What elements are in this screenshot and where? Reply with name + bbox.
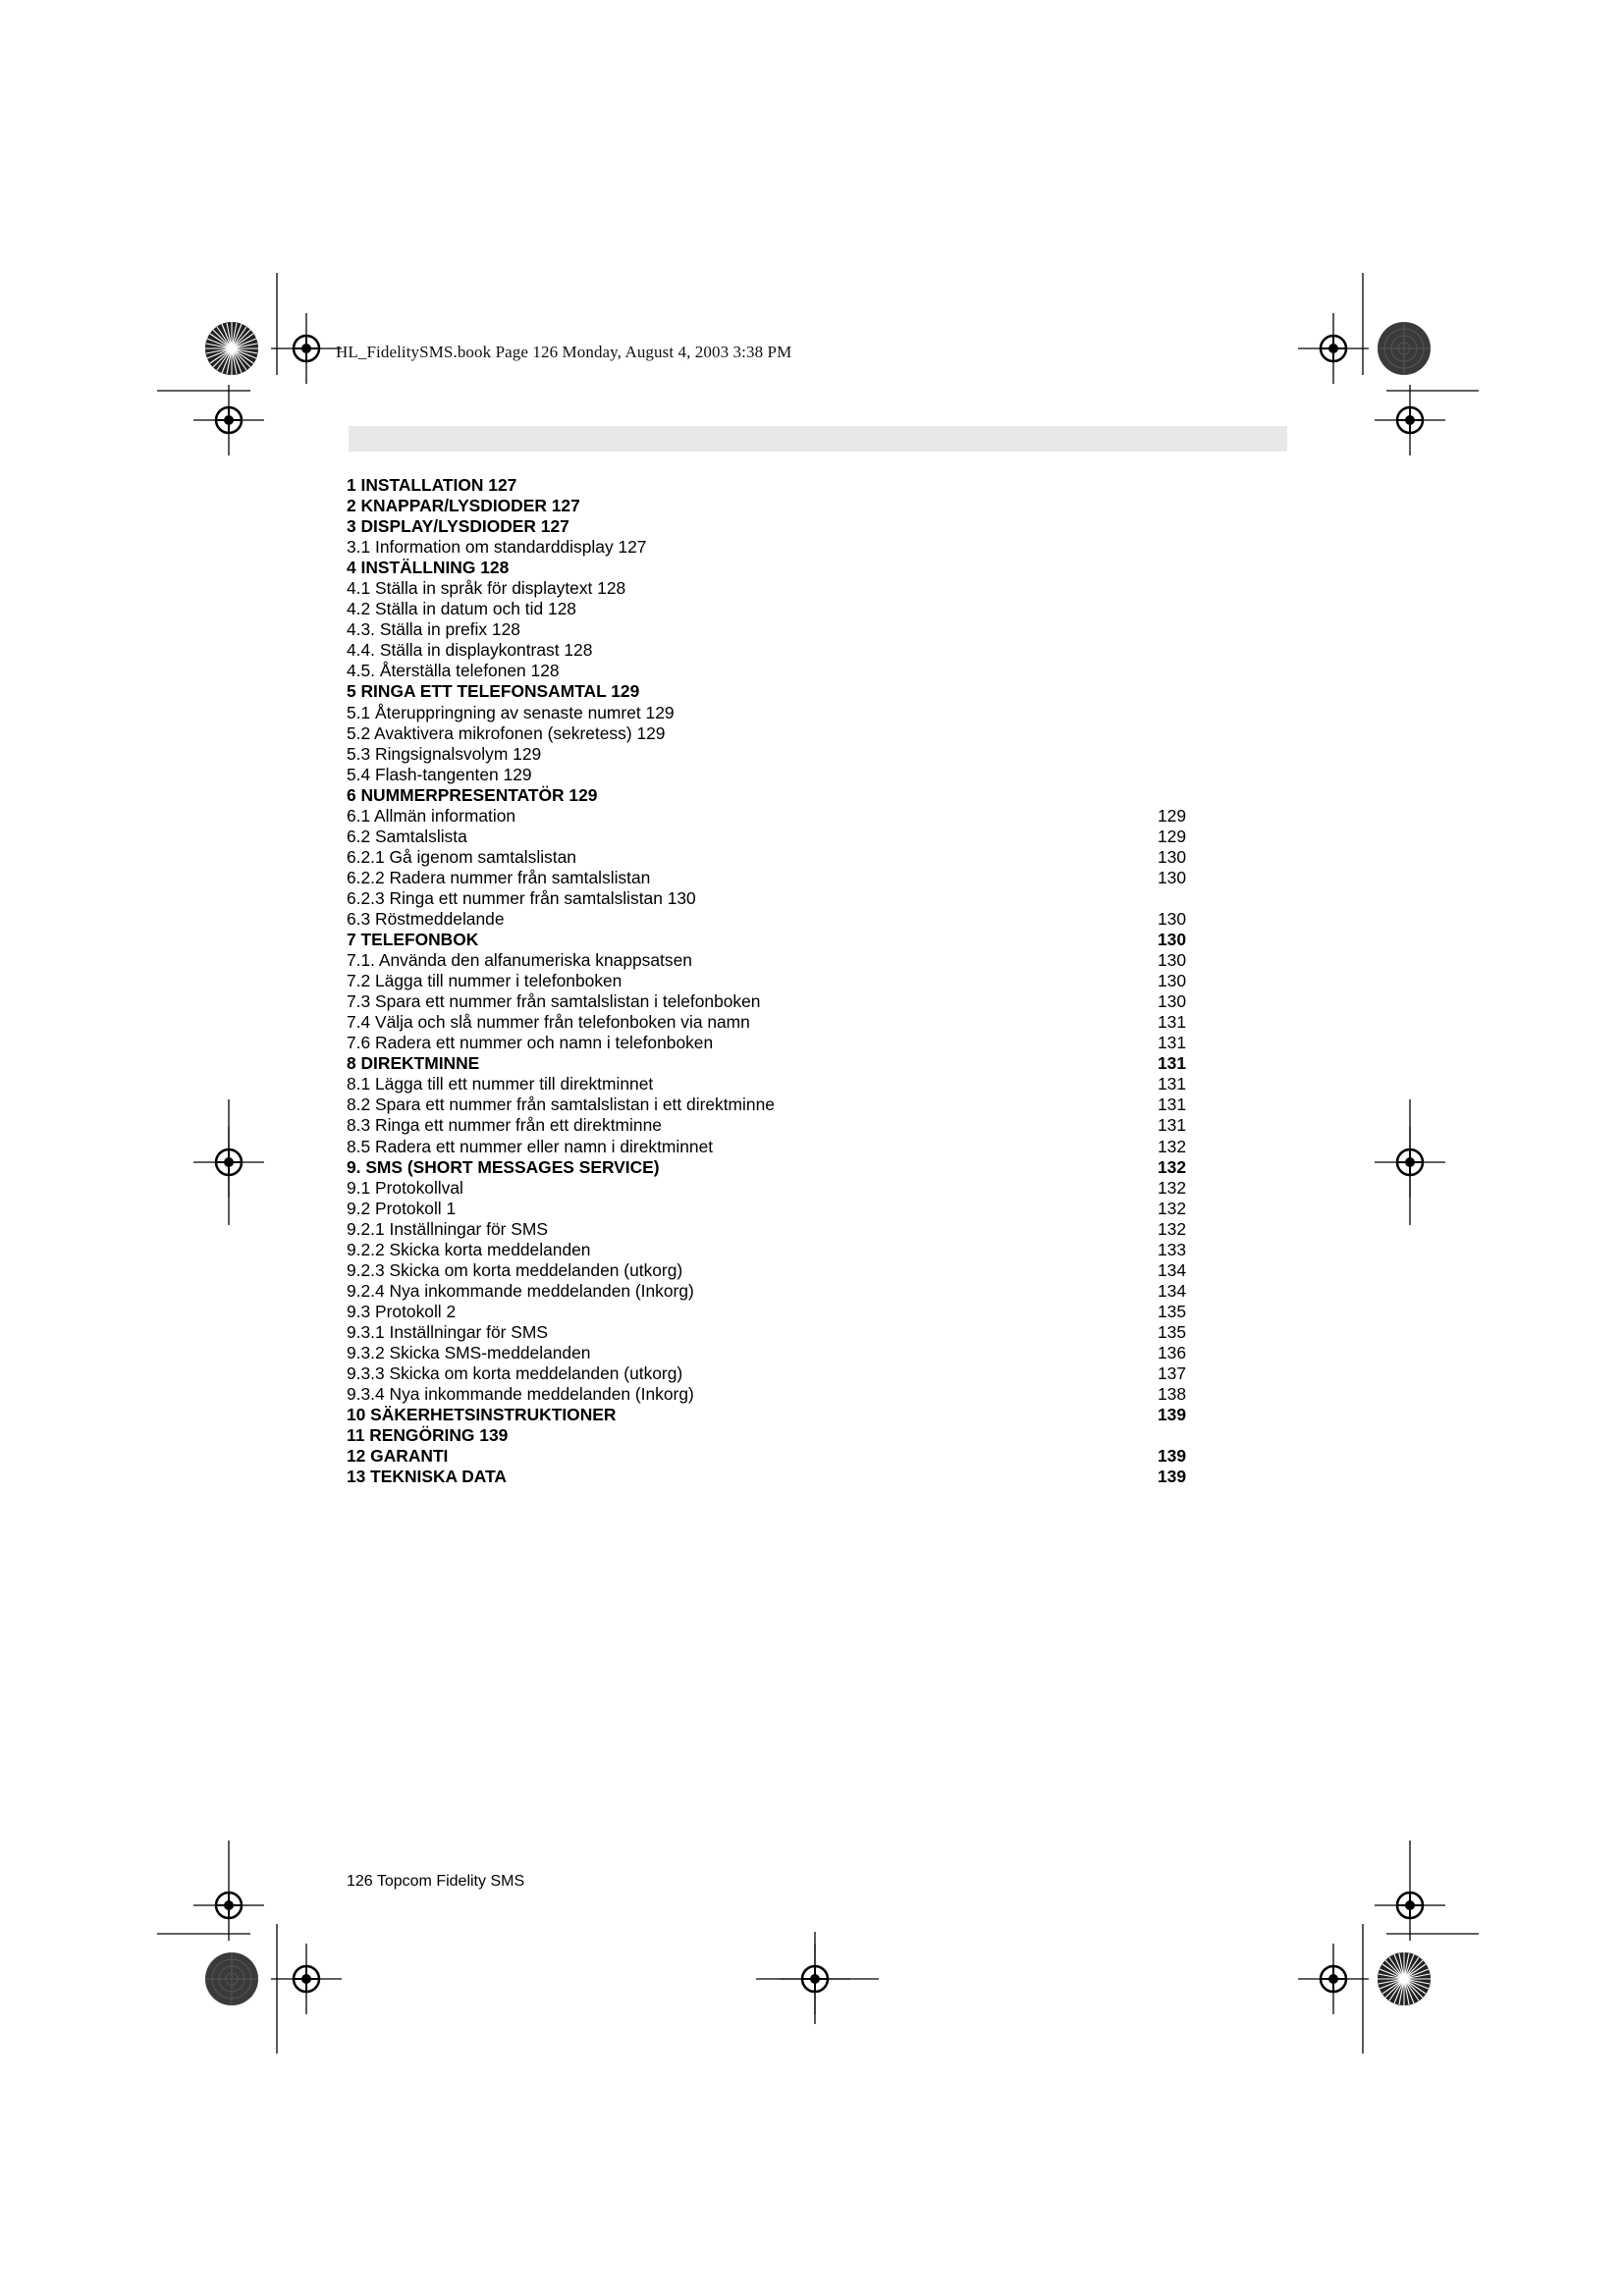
toc-entry [347, 1033, 1186, 1053]
toc-entry-page: 131 [1157, 1095, 1186, 1115]
toc-entry [347, 1074, 1186, 1095]
toc-entry-page: 131 [1157, 1033, 1186, 1053]
toc-entry-title: 4.5. Återställa telefonen 128 [347, 661, 560, 681]
toc-entry-page: 134 [1157, 1280, 1186, 1301]
toc-entry [347, 930, 1186, 950]
toc-entry-page: 138 [1157, 1384, 1186, 1405]
toc-entry-title: 9.2.1 Inställningar för SMS [347, 1218, 548, 1239]
toc-entry-title: 4.3. Ställa in prefix 128 [347, 619, 520, 640]
toc-entry-title: 9.2 Protokoll 1 [347, 1198, 457, 1218]
toc-entry [347, 1467, 1186, 1487]
toc-entry [347, 723, 1186, 744]
toc-entry-page: 130 [1157, 991, 1186, 1012]
toc-entry [347, 558, 1186, 578]
toc-entry [347, 475, 1186, 496]
toc-entry [347, 1115, 1186, 1136]
toc-entry-title: 3.1 Information om standarddisplay 127 [347, 537, 647, 558]
toc-entry-title: 1 INSTALLATION 127 [347, 475, 517, 495]
toc-entry-title: 8 DIREKTMINNE [347, 1053, 480, 1074]
toc-entry-title: 6.3 Röstmeddelande [347, 908, 505, 929]
toc-entry [347, 1199, 1186, 1219]
toc-entry [347, 578, 1186, 599]
toc-entry [347, 640, 1186, 661]
toc-entry-title: 9.3.3 Skicka om korta meddelanden (utkorg) [347, 1363, 683, 1384]
toc-entry-page: 132 [1157, 1136, 1186, 1156]
toc-entry-page: 130 [1157, 950, 1186, 971]
toc-entry [347, 950, 1186, 971]
toc-entry [347, 1260, 1186, 1281]
table-of-contents [347, 475, 1186, 1487]
toc-entry [347, 1053, 1186, 1074]
header-bar [349, 426, 1287, 452]
toc-entry [347, 765, 1186, 785]
toc-entry [347, 661, 1186, 681]
toc-entry-title: 9. SMS (SHORT MESSAGES SERVICE) [347, 1156, 660, 1177]
toc-entry-title: 10 SÄKERHETSINSTRUKTIONER [347, 1405, 617, 1425]
toc-entry-title: 9.3.1 Inställningar för SMS [347, 1321, 548, 1342]
print-slug: HL_FidelitySMS.book Page 126 Monday, August 4, 2003 3:38 PM [336, 343, 792, 361]
toc-entry-page: 134 [1157, 1259, 1186, 1280]
toc-entry [347, 496, 1186, 516]
toc-entry-title: 9.2.4 Nya inkommande meddelanden (Inkorg) [347, 1280, 694, 1301]
toc-entry-page: 131 [1157, 1115, 1186, 1136]
toc-entry-page: 131 [1157, 1012, 1186, 1033]
toc-entry [347, 681, 1186, 702]
toc-entry-title: 7.1. Använda den alfanumeriska knappsatsen [347, 950, 692, 971]
toc-entry-page: 139 [1157, 1405, 1186, 1425]
toc-entry [347, 868, 1186, 888]
toc-entry-title: 5.3 Ringsignalsvolym 129 [347, 743, 542, 764]
toc-entry [347, 1384, 1186, 1405]
toc-entry-title: 6.1 Allmän information [347, 805, 516, 826]
toc-entry [347, 1157, 1186, 1178]
toc-entry-title: 7.6 Radera ett nummer och namn i telefonboken [347, 1033, 714, 1053]
toc-entry [347, 847, 1186, 868]
toc-entry-title: 7 TELEFONBOK [347, 930, 479, 950]
toc-entry-page: 130 [1157, 971, 1186, 991]
toc-entry-title: 9.3.2 Skicka SMS-meddelanden [347, 1342, 591, 1362]
toc-entry-title: 5.2 Avaktivera mikrofonen (sekretess) 129 [347, 722, 666, 743]
toc-entry-title: 7.3 Spara ett nummer från samtalslistan i telefonboken [347, 991, 761, 1012]
toc-entry [347, 1095, 1186, 1115]
toc-entry [347, 888, 1186, 909]
toc-entry [347, 1219, 1186, 1240]
page-footer: 126 Topcom Fidelity SMS [347, 1873, 525, 1890]
toc-entry-title: 2 KNAPPAR/LYSDIODER 127 [347, 496, 580, 516]
toc-entry [347, 619, 1186, 640]
toc-entry-page: 129 [1157, 826, 1186, 846]
toc-entry-title: 5 RINGA ETT TELEFONSAMTAL 129 [347, 681, 640, 702]
toc-entry [347, 1178, 1186, 1199]
toc-entry-title: 4.2 Ställa in datum och tid 128 [347, 599, 576, 619]
toc-entry-page: 132 [1157, 1156, 1186, 1177]
toc-entry-title: 13 TEKNISKA DATA [347, 1467, 507, 1487]
toc-entry-title: 9.1 Protokollval [347, 1177, 463, 1198]
toc-entry [347, 1363, 1186, 1384]
toc-entry-title: 11 RENGÖRING 139 [347, 1425, 509, 1446]
toc-entry-title: 8.1 Lägga till ett nummer till direktminnet [347, 1074, 654, 1095]
toc-entry-page: 130 [1157, 846, 1186, 867]
toc-entry-page: 139 [1157, 1446, 1186, 1467]
toc-entry-title: 4 INSTÄLLNING 128 [347, 558, 510, 578]
toc-entry-page: 132 [1157, 1218, 1186, 1239]
toc-entry [347, 1425, 1186, 1446]
toc-entry-page: 132 [1157, 1177, 1186, 1198]
toc-entry-title: 8.2 Spara ett nummer från samtalslistan i ett direktminne [347, 1095, 775, 1115]
toc-entry-page: 130 [1157, 867, 1186, 887]
toc-entry-title: 4.1 Ställa in språk för displaytext 128 [347, 578, 626, 599]
toc-entry-title: 12 GARANTI [347, 1446, 449, 1467]
toc-entry [347, 1302, 1186, 1322]
toc-entry-title: 6.2.2 Radera nummer från samtalslistan [347, 867, 651, 887]
toc-entry [347, 827, 1186, 847]
toc-entry [347, 703, 1186, 723]
toc-entry-page: 130 [1157, 908, 1186, 929]
toc-entry-page: 131 [1157, 1074, 1186, 1095]
toc-entry [347, 1405, 1186, 1425]
toc-entry [347, 1240, 1186, 1260]
toc-entry [347, 1322, 1186, 1343]
toc-entry-page: 139 [1157, 1467, 1186, 1487]
toc-entry-page: 130 [1157, 930, 1186, 950]
toc-entry-page: 129 [1157, 805, 1186, 826]
toc-entry-title: 9.2.2 Skicka korta meddelanden [347, 1239, 591, 1259]
toc-entry [347, 806, 1186, 827]
toc-entry [347, 516, 1186, 537]
toc-entry-page: 132 [1157, 1198, 1186, 1218]
toc-entry [347, 599, 1186, 619]
toc-entry-page: 135 [1157, 1321, 1186, 1342]
toc-entry-page: 131 [1157, 1053, 1186, 1074]
toc-entry [347, 1012, 1186, 1033]
toc-entry-title: 5.1 Återuppringning av senaste numret 129 [347, 702, 675, 722]
toc-entry-page: 133 [1157, 1239, 1186, 1259]
toc-entry-title: 7.2 Lägga till nummer i telefonboken [347, 971, 623, 991]
toc-entry [347, 1137, 1186, 1157]
toc-entry [347, 1446, 1186, 1467]
toc-entry-title: 6.2.3 Ringa ett nummer från samtalslistan 130 [347, 887, 696, 908]
toc-entry-page: 136 [1157, 1342, 1186, 1362]
toc-entry-title: 9.2.3 Skicka om korta meddelanden (utkorg) [347, 1259, 683, 1280]
toc-entry-title: 6 NUMMERPRESENTATÖR 129 [347, 784, 598, 805]
toc-entry-title: 6.2 Samtalslista [347, 826, 467, 846]
toc-entry-title: 3 DISPLAY/LYSDIODER 127 [347, 516, 569, 537]
toc-entry-title: 7.4 Välja och slå nummer från telefonboken via namn [347, 1012, 750, 1033]
toc-entry [347, 744, 1186, 765]
toc-entry-title: 8.5 Radera ett nummer eller namn i direktminnet [347, 1136, 714, 1156]
toc-entry-page: 137 [1157, 1363, 1186, 1384]
toc-entry [347, 1343, 1186, 1363]
toc-entry [347, 971, 1186, 991]
toc-entry-title: 6.2.1 Gå igenom samtalslistan [347, 846, 576, 867]
toc-entry-title: 5.4 Flash-tangenten 129 [347, 764, 532, 784]
toc-entry-title: 9.3 Protokoll 2 [347, 1301, 457, 1321]
toc-entry [347, 1281, 1186, 1302]
toc-entry-title: 8.3 Ringa ett nummer från ett direktminne [347, 1115, 662, 1136]
toc-entry [347, 785, 1186, 806]
toc-entry-title: 4.4. Ställa in displaykontrast 128 [347, 640, 593, 661]
toc-entry [347, 537, 1186, 558]
toc-entry-page: 135 [1157, 1301, 1186, 1321]
toc-entry [347, 991, 1186, 1012]
toc-entry-title: 9.3.4 Nya inkommande meddelanden (Inkorg) [347, 1384, 694, 1405]
toc-entry [347, 909, 1186, 930]
